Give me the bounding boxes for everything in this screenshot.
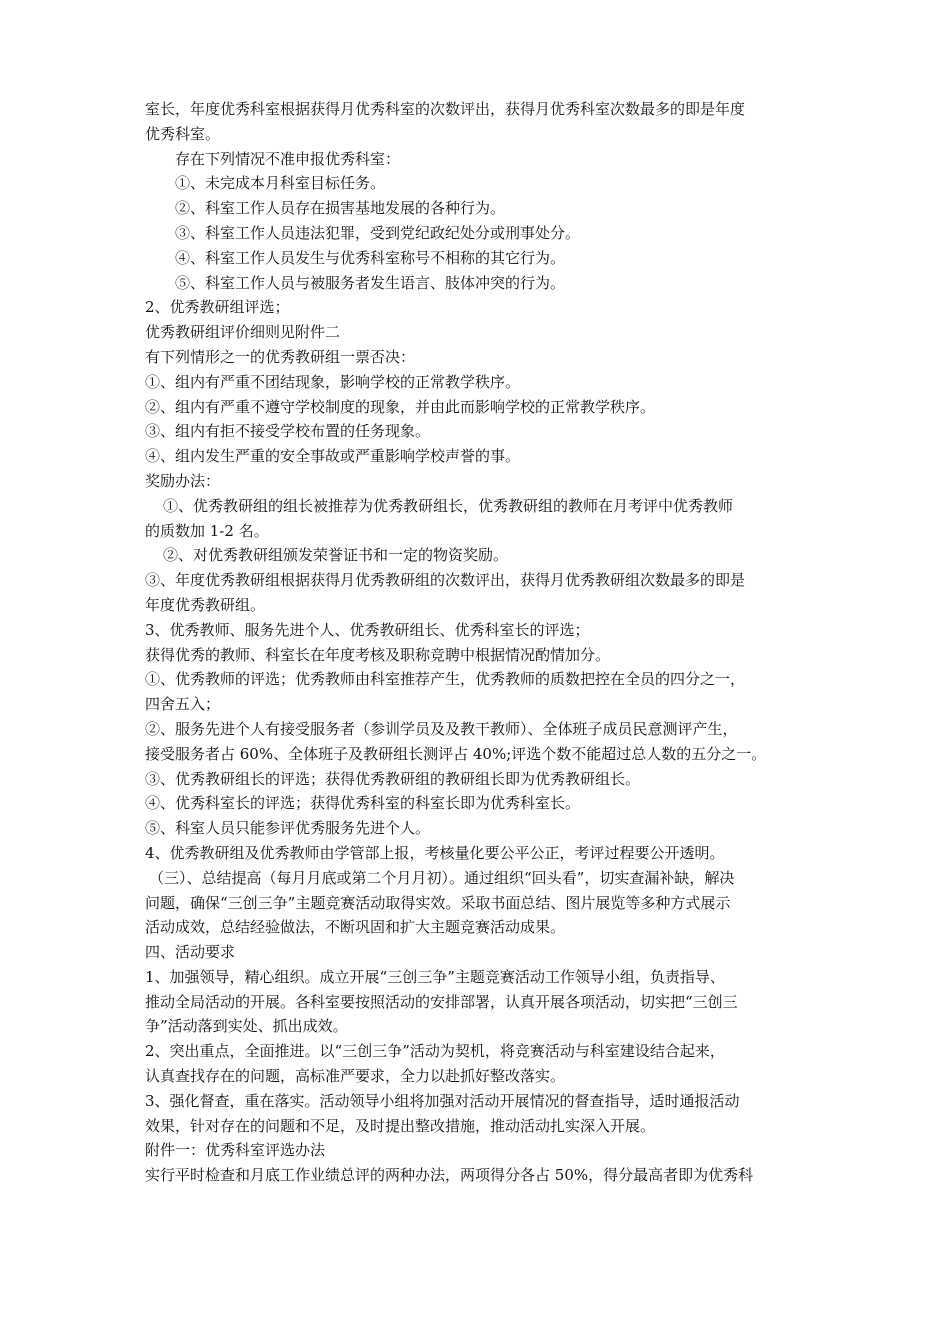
list-item: ④、科室工作人员发生与优秀科室称号不相称的其它行为。 <box>175 248 566 267</box>
text-line: 获得优秀的教师、科室长在年度考核及职称竞聘中根据情况酌情加分。 <box>145 645 611 664</box>
list-item: ③、优秀教研组长的评选；获得优秀教研组的教研组长即为优秀教研组长。 <box>145 769 641 788</box>
text-line: 1、加强领导，精心组织。成立开展“三创三争”主题竞赛活动工作领导小组，负责指导、 <box>145 967 725 986</box>
text-line: 年度优秀教研组。 <box>145 595 266 614</box>
section-heading: 四、活动要求 <box>145 943 236 962</box>
list-item: ②、对优秀教研组颁发荣誉证书和一定的物资奖励。 <box>163 546 509 565</box>
text-line: 接受服务者占 60%、全体班子及教研组长测评占 40%;评选个数不能超过总人数的五分之一。 <box>145 744 767 763</box>
text-line: 问题，确保“三创三争”主题竞赛活动取得实效。采取书面总结、图片展览等多种方式展示 <box>145 893 731 912</box>
text-line: 实行平时检查和月底工作业绩总评的两种办法，两项得分各占 50%，得分最高者即为优秀科 <box>145 1166 754 1185</box>
text-line: 争”活动落到实处、抓出成效。 <box>145 1017 348 1036</box>
document-page <box>145 97 815 1188</box>
text-line: 优秀教研组评价细则见附件二 <box>145 323 341 342</box>
section-heading: 4、优秀教研组及优秀教师由学管部上报，考核量化要公平公正，考评过程要公开透明。 <box>145 843 725 862</box>
list-item: ⑤、科室人员只能参评优秀服务先进个人。 <box>145 819 431 838</box>
text-line: 优秀科室。 <box>145 124 221 143</box>
list-item: ④、组内发生严重的安全事故或严重影响学校声誉的事。 <box>145 447 521 466</box>
text-line: 室长，年度优秀科室根据获得月优秀科室的次数评出，获得月优秀科室次数最多的即是年度 <box>145 100 746 118</box>
list-item: ①、优秀教师的评选；优秀教师由科室推荐产生，优秀教师的质数把控在全员的四分之一， <box>145 670 746 689</box>
text-line: 存在下列情况不准申报优秀科室： <box>175 149 401 168</box>
text-line: 活动成效，总结经验做法，不断巩固和扩大主题竞赛活动成果。 <box>145 918 566 937</box>
text-line: 效果，针对存在的问题和不足，及时提出整改措施，推动活动扎实深入开展。 <box>145 1116 656 1135</box>
list-item: ③、年度优秀教研组根据获得月优秀教研组的次数评出，获得月优秀教研组次数最多的即是 <box>145 571 746 590</box>
list-item: ②、服务先进个人有接受服务者（参训学员及及教干教师）、全体班子成员民意测评产生， <box>145 719 738 738</box>
list-item: ②、组内有严重不遵守学校制度的现象，并由此而影响学校的正常教学秩序。 <box>145 397 656 416</box>
list-item: ④、优秀科室长的评选；获得优秀科室的科室长即为优秀科室长。 <box>145 794 581 813</box>
text-line: 四舍五入； <box>145 695 221 714</box>
list-item: ①、组内有严重不团结现象，影响学校的正常教学秩序。 <box>145 372 521 391</box>
section-heading: （三）、总结提高（每月月底或第二个月月初）。通过组织“回头看”，切实查漏补缺，解决 <box>149 868 735 887</box>
list-item: ①、未完成本月科室目标任务。 <box>175 174 386 193</box>
list-item: ②、科室工作人员存在损害基地发展的各种行为。 <box>175 199 506 218</box>
text-line: 认真查找存在的问题，高标准严要求，全力以赴抓好整改落实。 <box>145 1067 566 1086</box>
text-line: 推动全局活动的开展。各科室要按照活动的安排部署，认真开展各项活动，切实把“三创三 <box>145 992 738 1011</box>
section-heading: 2、优秀教研组评选； <box>145 298 290 317</box>
text-line: 2、突出重点，全面推进。以“三创三争”活动为契机，将竞赛活动与科室建设结合起来， <box>145 1042 725 1061</box>
section-heading: 附件一：优秀科室评选办法 <box>145 1141 326 1160</box>
text-line: 有下列情形之一的优秀教研组一票否决： <box>145 347 416 366</box>
list-item: ③、组内有拒不接受学校布置的任务现象。 <box>145 422 431 441</box>
list-item: ③、科室工作人员违法犯罪，受到党纪政纪处分或刑事处分。 <box>175 223 581 242</box>
text-line: 3、强化督查，重在落实。活动领导小组将加强对活动开展情况的督查指导，适时通报活动 <box>145 1091 740 1110</box>
text-line: 的质数加 1-2 名。 <box>145 521 269 540</box>
list-item: ①、优秀教研组的组长被推荐为优秀教研组长，优秀教研组的教师在月考评中优秀教师 <box>163 496 734 515</box>
text-line: 奖励办法： <box>145 471 221 490</box>
list-item: ⑤、科室工作人员与被服务者发生语言、肢体冲突的行为。 <box>175 273 566 292</box>
section-heading: 3、优秀教师、服务先进个人、优秀教研组长、优秀科室长的评选； <box>145 620 590 639</box>
